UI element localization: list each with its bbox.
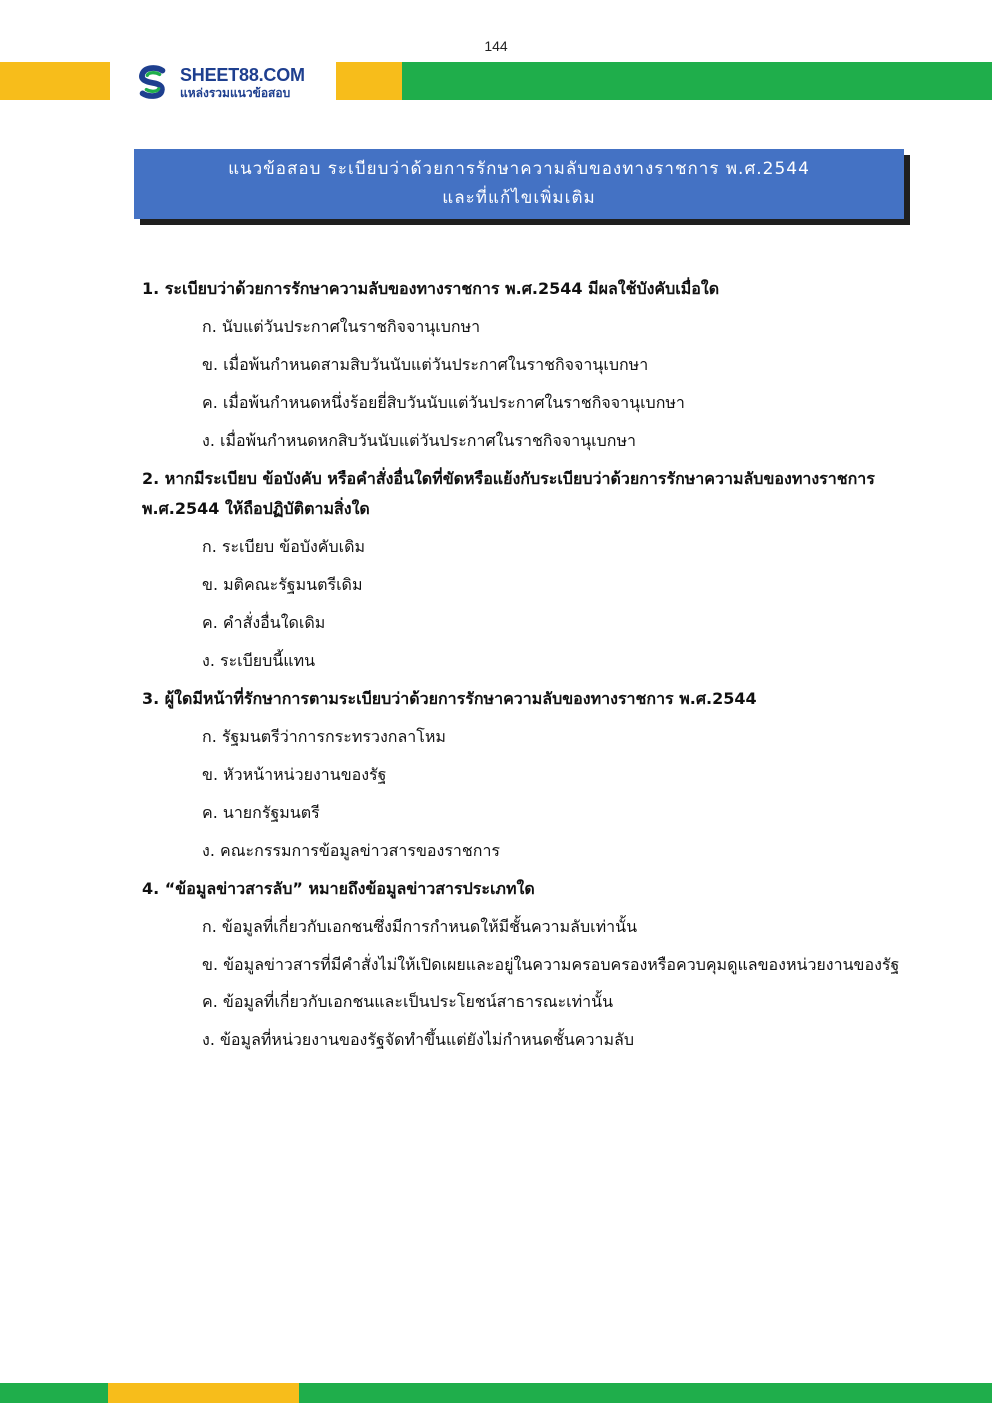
question-4: 4. “ข้อมูลข่าวสารลับ” หมายถึงข้อมูลข่าวสารประเภทใด xyxy=(142,879,535,898)
question-1-option-a: ก. นับแต่วันประกาศในราชกิจจานุเบกษา xyxy=(202,317,481,336)
footer-band-green-left xyxy=(0,1383,108,1403)
question-3: 3. ผู้ใดมีหน้าที่รักษาการตามระเบียบว่าด้วยการรักษาความลับของทางราชการ พ.ศ.2544 xyxy=(142,689,757,708)
question-3-option-d: ง. คณะกรรมการข้อมูลข่าวสารของราชการ xyxy=(202,841,501,860)
question-3-option-b: ข. หัวหน้าหน่วยงานของรัฐ xyxy=(202,765,387,784)
header-band-green xyxy=(402,62,992,100)
title-line-2: และที่แก้ไขเพิ่มเติม xyxy=(442,188,596,208)
question-3-option-a: ก. รัฐมนตรีว่าการกระทรวงกลาโหม xyxy=(202,727,446,746)
title-box xyxy=(134,149,904,219)
s-logo-icon xyxy=(134,63,172,101)
footer-band-green-right xyxy=(299,1383,992,1403)
question-1-option-b: ข. เมื่อพ้นกำหนดสามสิบวันนับแต่วันประกาศในราชกิจจานุเบกษา xyxy=(202,355,649,374)
logo-brand: SHEET88.COM xyxy=(180,64,305,85)
question-2: 2. หากมีระเบียบ ข้อบังคับ หรือคำสั่งอื่นใดที่ขัดหรือแย้งกับระเบียบว่าด้วยการรักษาความลับของทางราชการ พ.ศ.2544 ให้ถือปฏิบัติตามสิ่งใด xyxy=(142,469,875,518)
question-4-option-a: ก. ข้อมูลที่เกี่ยวกับเอกชนซึ่งมีการกำหนดให้มีชั้นความลับเท่านั้น xyxy=(202,917,638,936)
question-2-option-d: ง. ระเบียบนี้แทน xyxy=(202,651,316,670)
question-3-option-c: ค. นายกรัฐมนตรี xyxy=(202,803,320,822)
question-1-option-c: ค. เมื่อพ้นกำหนดหนึ่งร้อยยี่สิบวันนับแต่วันประกาศในราชกิจจานุเบกษา xyxy=(202,393,685,412)
question-1: 1. ระเบียบว่าด้วยการรักษาความลับของทางราชการ พ.ศ.2544 มีผลใช้บังคับเมื่อใด xyxy=(142,279,720,298)
header-band-yellow-left xyxy=(0,62,110,100)
title-line-1: แนวข้อสอบ ระเบียบว่าด้วยการรักษาความลับของทางราชการ พ.ศ.2544 xyxy=(228,159,810,179)
footer-band-yellow xyxy=(108,1383,299,1403)
logo-tagline: แหล่งรวมแนวข้อสอบ xyxy=(180,85,291,100)
header-band-yellow-mid xyxy=(336,62,402,100)
question-2-option-a: ก. ระเบียบ ข้อบังคับเดิม xyxy=(202,537,366,556)
question-4-option-c: ค. ข้อมูลที่เกี่ยวกับเอกชนและเป็นประโยชน์สาธารณะเท่านั้น xyxy=(202,992,614,1011)
question-1-option-d: ง. เมื่อพ้นกำหนดหกสิบวันนับแต่วันประกาศในราชกิจจานุเบกษา xyxy=(202,431,636,450)
page-number: 144 xyxy=(484,38,508,54)
sheet88-logo xyxy=(134,62,324,102)
question-4-option-b: ข. ข้อมูลข่าวสารที่มีคำสั่งไม่ให้เปิดเผยและอยู่ในความครอบครองหรือควบคุมดูแลของหน่วยงานของรัฐ xyxy=(202,955,900,974)
question-2-option-c: ค. คำสั่งอื่นใดเดิม xyxy=(202,613,326,632)
question-2-option-b: ข. มติคณะรัฐมนตรีเดิม xyxy=(202,575,363,594)
question-list xyxy=(142,274,902,1055)
question-4-option-d: ง. ข้อมูลที่หน่วยงานของรัฐจัดทำขึ้นแต่ยังไม่กำหนดชั้นความลับ xyxy=(202,1030,634,1049)
